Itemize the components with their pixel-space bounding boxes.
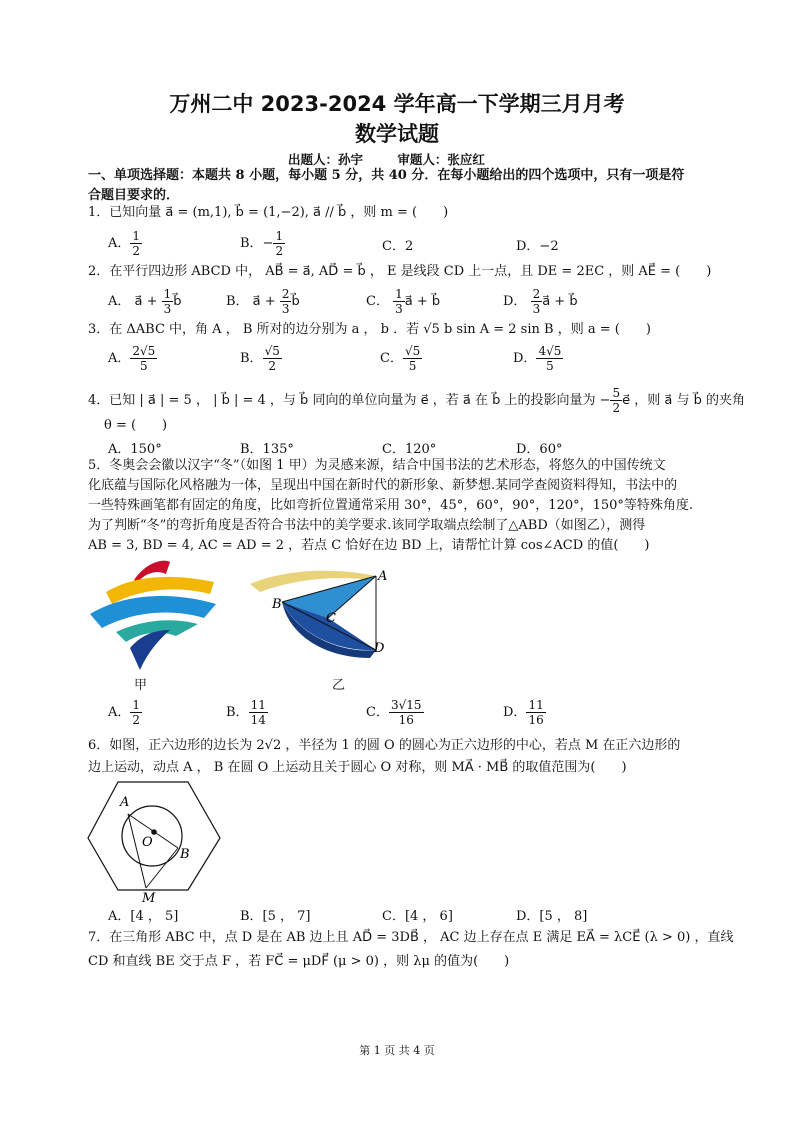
q6-line2: 边上运动，动点 A ， B 在圆 O 上运动且关于圆心 O 对称，则 MA⃗ · MB⃗ 的取值范围为( )	[88, 760, 627, 775]
q3-option-d: D． $\frac{4√5}{5}$	[513, 344, 562, 373]
reviewer-text: 审题人：张应红	[397, 152, 485, 167]
section-heading-line1: 一、单项选择题：本题共 8 小题，每小题 5 分，共 40 分．在每小题给出的四个选项中，只有一项是符	[88, 168, 685, 183]
q4-stem-line2: θ = ( )	[104, 418, 168, 433]
fig-label-jia: 甲	[134, 678, 148, 693]
q4-stem: 4．已知 | a⃗ | = 5 ， | b⃗ | = 4 ，与 b⃗ 同向的单位向量为 e⃗ ，若 a⃗ 在 b⃗ 上的投影向量为 − $\frac{5}{2}$ e⃗ ，则 a⃗ 与 b⃗ 的夹角	[88, 386, 746, 415]
q3-option-c: C． $\frac{√5}{5}$	[380, 344, 421, 373]
label-o: O	[142, 835, 153, 850]
q2-option-b: B． a⃗ + $\frac{2}{3}$ b⃗	[226, 287, 300, 316]
page-footer: 第 1 页 共 4 页	[359, 1044, 435, 1057]
fraction: $\frac{1}{2}$	[275, 229, 284, 258]
q5-line2: 化底蕴与国际化风格融为一体，呈现出中国在新时代的新形象、新梦想.某同学查阅资料得知，书法中的	[88, 478, 678, 493]
q6-line1: 6．如图，正六边形的边长为 2√2 ，半径为 1 的圆 O 的圆心为正六边形的中心，若点 M 在正六边形的	[88, 738, 681, 753]
q2-option-c: C． $\frac{1}{3}$ a⃗ + b⃗	[366, 287, 441, 316]
q6-option-d: D．[5 ， 8]	[516, 909, 588, 924]
q1-option-b: B．− $\frac{1}{2}$	[240, 229, 284, 258]
q5-line3: 一些特殊画笔都有固定的角度，比如弯折位置通常采用 30°，45°，60°，90°，120°，150°等特殊角度.	[88, 498, 694, 513]
q1-option-a: A． $\frac{1}{2}$	[108, 229, 141, 258]
winter-olympics-emblem-figure	[86, 552, 226, 676]
section-heading-line2: 合题目要求的．	[88, 188, 180, 203]
hexagon-circle-figure	[84, 776, 224, 904]
q2-option-d: D． $\frac{2}{3}$ a⃗ + b⃗	[503, 287, 578, 316]
label-a: A	[378, 569, 388, 584]
hexagon	[88, 782, 220, 890]
q2-option-a: A． a⃗ + $\frac{1}{3}$ b⃗	[108, 287, 182, 316]
q4-option-c: C．120°	[382, 442, 437, 457]
q6-option-c: C．[4 ， 6]	[382, 909, 453, 924]
label-c: C	[326, 611, 336, 626]
q5-line1: 5．冬奥会会徽以汉字“冬”（如图 1 甲）为灵感来源，结合中国书法的艺术形态，将悠久的中国传统文	[88, 458, 666, 473]
q5-option-d: D． $\frac{11}{16}$	[503, 698, 544, 727]
q5-line4: 为了判断“冬”的弯折角度是否符合书法中的美学要求.该同学取端点绘制了△ABD（如图乙），测得	[88, 518, 646, 533]
q6-option-a: A．[4 ， 5]	[108, 909, 179, 924]
q7-line2: CD 和直线 BE 交于点 F ，若 FC⃗ = μDF⃗ (μ > 0) ，则 λμ 的值为( )	[88, 954, 510, 969]
exam-title: 万州二中 2023-2024 学年高一下学期三月月考	[169, 92, 625, 116]
q3-option-a: A． $\frac{2√5}{5}$	[108, 344, 156, 373]
q5-option-c: C． $\frac{3√15}{16}$	[366, 698, 422, 727]
q1-option-d: D．−2	[516, 239, 559, 254]
q5-line5: AB = 3, BD = 4, AC = AD = 2 ，若点 C 恰好在边 BD 上，请帮忙计算 cos∠ACD 的值( )	[88, 538, 650, 553]
fraction: $\frac{1}{2}$	[132, 229, 141, 258]
q4-option-d: D．60°	[516, 442, 563, 457]
label-b: B	[180, 847, 190, 862]
q4-option-a: A．150°	[108, 442, 162, 457]
q3-option-b: B． $\frac{√5}{2}$	[240, 344, 280, 373]
label-m: M	[142, 891, 156, 904]
label-b: B	[272, 597, 282, 612]
q1-option-c: C．2	[382, 239, 414, 254]
q2-stem: 2．在平行四边形 ABCD 中， AB⃗ = a⃗, AD⃗ = b⃗ ， E 是线段 CD 上一点，且 DE = 2EC ，则 AE⃗ = ( )	[88, 264, 712, 279]
exam-subject: 数学试题	[355, 122, 439, 146]
q5-option-a: A． $\frac{1}{2}$	[108, 698, 141, 727]
author-text: 出题人：孙宇	[288, 152, 364, 167]
q5-option-b: B． $\frac{11}{14}$	[226, 698, 266, 727]
q1-stem: 1．已知向量 a⃗ = (m,1), b⃗ = (1,−2), a⃗ // b⃗ ，则 m = ( )	[88, 205, 449, 220]
q6-option-b: B．[5 ， 7]	[240, 909, 311, 924]
q4-option-b: B．135°	[240, 442, 294, 457]
label-a: A	[120, 795, 130, 810]
label-d: D	[374, 641, 385, 656]
fig-label-yi: 乙	[332, 678, 346, 693]
section-heading	[88, 166, 718, 206]
triangle-abd-figure	[248, 562, 398, 674]
q3-stem: 3．在 ΔABC 中，角 A ， B 所对的边分别为 a ， b ．若 √5 b sin A = 2 sin B ，则 a = ( )	[88, 322, 651, 337]
q7-line1: 7．在三角形 ABC 中，点 D 是在 AB 边上且 AD⃗ = 3DB⃗ ， AC 边上存在点 E 满足 EA⃗ = λCE⃗ (λ > 0) ，直线	[88, 930, 734, 945]
